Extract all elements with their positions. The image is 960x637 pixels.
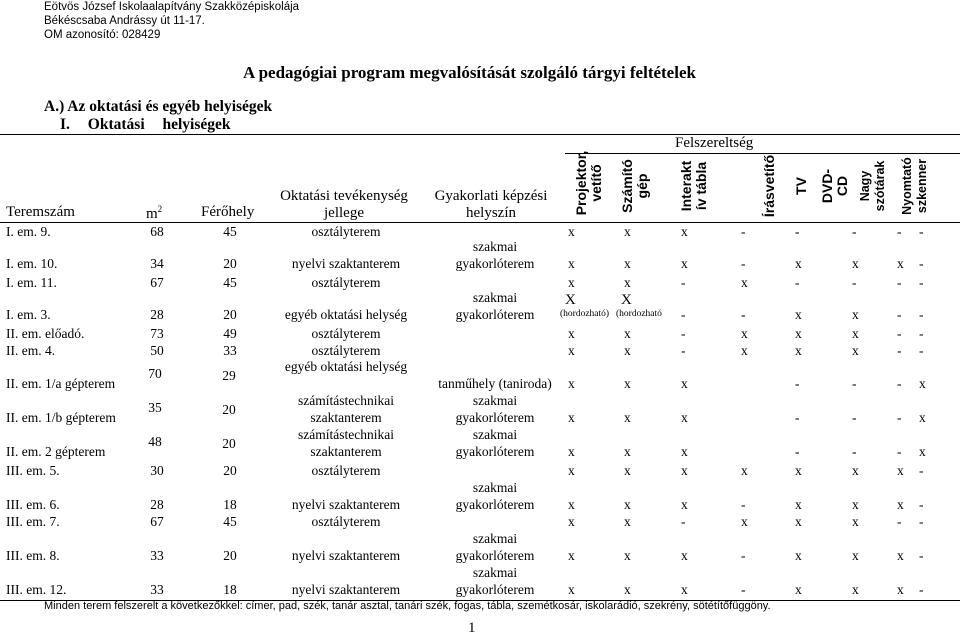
- footnote: Minden terem felszerelt a következőkkel: címer, pad, szék, tanár asztal, tanári szék, fogas, tábla, szemétkosár, iskolarádió, szekrény, sötétítőfüggöny.: [44, 600, 771, 612]
- cell-equipment: -: [741, 307, 746, 322]
- cell-equipment: -: [919, 326, 924, 341]
- page-number: 1: [468, 620, 476, 636]
- cell-area: 34: [150, 256, 164, 271]
- cell-area: 28: [150, 497, 164, 512]
- cell-equipment: x: [624, 582, 631, 597]
- equipment-dvd-cd-header: DVD- CD: [819, 168, 850, 204]
- cell-equipment: x: [681, 548, 688, 563]
- cell-capacity: 18: [223, 582, 237, 597]
- cell-equipment: x: [795, 497, 802, 512]
- cell-practical: gyakorlóterem: [455, 410, 535, 425]
- cell-equipment: x: [852, 343, 859, 358]
- divider-top: [0, 134, 960, 135]
- cell-equipment: -: [852, 410, 857, 425]
- cell-equipment: -: [852, 275, 857, 290]
- cell-equipment: x: [852, 582, 859, 597]
- cell-room: II. em. 4.: [6, 343, 56, 358]
- cell-equipment: -: [919, 582, 924, 597]
- cell-equipment: x: [795, 326, 802, 341]
- cell-activity: szaktanterem: [310, 410, 382, 425]
- cell-equipment: -: [919, 548, 924, 563]
- header-practical: Gyakorlati képzési helyszín: [434, 188, 548, 221]
- cell-equipment: x: [568, 376, 575, 391]
- cell-equipment: x: [741, 326, 748, 341]
- cell-equipment: x: [741, 343, 748, 358]
- cell-area: 67: [150, 514, 164, 529]
- cell-equipment: -: [681, 275, 686, 290]
- equipment-printer-scanner-header: Nyomtató szkenner: [900, 157, 929, 215]
- cell-practical: szakmai: [472, 531, 518, 546]
- cell-activity: számítástechnikai: [298, 427, 394, 442]
- section-i-heading: I. Oktatási helyiségek: [60, 116, 231, 133]
- cell-capacity: 20: [222, 436, 236, 451]
- cell-equipment: -: [795, 224, 800, 239]
- cell-equipment: -: [919, 307, 924, 322]
- cell-equipment: -: [681, 326, 686, 341]
- cell-equipment: x: [741, 463, 748, 478]
- cell-equipment: x: [624, 376, 631, 391]
- cell-activity: nyelvi szaktanterem: [291, 582, 401, 597]
- cell-equipment: -: [919, 497, 924, 512]
- cell-equipment: x: [741, 275, 748, 290]
- cell-equipment: x: [624, 463, 631, 478]
- cell-activity: osztályterem: [311, 326, 381, 341]
- cell-equipment-note: (hordozható: [616, 309, 662, 319]
- cell-equipment: x: [795, 463, 802, 478]
- cell-room: II. em. 1/b gépterem: [6, 410, 116, 425]
- cell-equipment: x: [897, 548, 904, 563]
- equipment-overhead-projector-header: Írásvetítő: [761, 154, 777, 218]
- cell-equipment: -: [897, 444, 902, 459]
- cell-equipment: x: [919, 376, 926, 391]
- cell-equipment: x: [852, 307, 859, 322]
- equipment-dictionaries-header: Nagy szótárak: [858, 160, 887, 212]
- cell-equipment: -: [919, 275, 924, 290]
- cell-capacity: 20: [223, 463, 237, 478]
- cell-practical: gyakorlóterem: [455, 307, 535, 322]
- cell-room: II. em. 1/a gépterem: [6, 376, 116, 391]
- cell-capacity: 33: [223, 343, 237, 358]
- cell-capacity: 45: [223, 275, 237, 290]
- cell-practical: gyakorlóterem: [455, 497, 535, 512]
- school-address: Békéscsaba Andrássy út 11-17.: [44, 15, 205, 27]
- cell-equipment: x: [681, 376, 688, 391]
- cell-equipment: x: [795, 343, 802, 358]
- cell-area: 73: [150, 326, 164, 341]
- cell-equipment: x: [624, 410, 631, 425]
- cell-room: I. em. 10.: [6, 256, 58, 271]
- cell-room: II. em. 2 gépterem: [6, 444, 106, 459]
- cell-equipment: x: [624, 256, 631, 271]
- cell-room: I. em. 11.: [6, 275, 57, 290]
- cell-equipment: x: [897, 497, 904, 512]
- cell-equipment: -: [897, 514, 902, 529]
- cell-equipment: -: [919, 224, 924, 239]
- cell-equipment: x: [624, 514, 631, 529]
- cell-equipment: -: [919, 514, 924, 529]
- cell-area: 50: [150, 343, 164, 358]
- cell-practical: tanműhely (taniroda): [438, 376, 552, 391]
- cell-equipment: x: [852, 548, 859, 563]
- cell-room: II. em. előadó.: [6, 326, 85, 341]
- cell-capacity: 45: [223, 224, 237, 239]
- cell-area: 35: [148, 400, 162, 415]
- cell-area: 30: [150, 463, 164, 478]
- cell-equipment: x: [568, 497, 575, 512]
- cell-activity: egyéb oktatási helység: [284, 307, 408, 322]
- cell-equipment: -: [795, 410, 800, 425]
- cell-practical: szakmai: [472, 565, 518, 580]
- cell-area: 33: [150, 582, 164, 597]
- cell-practical: szakmai: [472, 427, 518, 442]
- cell-equipment: -: [795, 444, 800, 459]
- cell-activity: osztályterem: [311, 514, 381, 529]
- cell-equipment: x: [624, 497, 631, 512]
- cell-equipment: x: [681, 224, 688, 239]
- cell-equipment: x: [852, 256, 859, 271]
- cell-equipment: -: [897, 376, 902, 391]
- cell-equipment: x: [795, 307, 802, 322]
- cell-equipment: -: [919, 463, 924, 478]
- cell-equipment: -: [897, 275, 902, 290]
- cell-equipment: x: [919, 410, 926, 425]
- cell-equipment: -: [897, 224, 902, 239]
- cell-equipment: x: [795, 582, 802, 597]
- cell-activity: nyelvi szaktanterem: [291, 497, 401, 512]
- cell-capacity: 49: [223, 326, 237, 341]
- cell-equipment: x: [741, 514, 748, 529]
- cell-equipment: x: [681, 463, 688, 478]
- cell-room: III. em. 5.: [6, 463, 60, 478]
- equipment-tv-header: TV: [793, 177, 809, 195]
- equipment-computer-header: Számító gép: [619, 159, 650, 213]
- cell-room: III. em. 8.: [6, 548, 60, 563]
- cell-equipment: x: [795, 514, 802, 529]
- cell-equipment: x: [568, 514, 575, 529]
- cell-activity: nyelvi szaktanterem: [291, 548, 401, 563]
- cell-equipment: x: [568, 582, 575, 597]
- header-area: $m^2$: [146, 204, 163, 222]
- cell-activity: osztályterem: [311, 463, 381, 478]
- cell-activity: egyéb oktatási helység: [284, 359, 408, 374]
- cell-equipment: -: [741, 224, 746, 239]
- cell-capacity: 18: [223, 497, 237, 512]
- cell-equipment: x: [919, 444, 926, 459]
- cell-room: III. em. 12.: [6, 582, 67, 597]
- cell-equipment: x: [624, 224, 631, 239]
- cell-equipment: -: [897, 343, 902, 358]
- equipment-interactive-board-header: Interakt ív tábla: [678, 160, 709, 212]
- cell-equipment: -: [897, 307, 902, 322]
- cell-practical: szakmai: [472, 393, 518, 408]
- cell-equipment: x: [681, 582, 688, 597]
- equipment-projector-header: Projektor, vetítő: [573, 150, 604, 216]
- cell-practical: gyakorlóterem: [455, 444, 535, 459]
- cell-practical: gyakorlóterem: [455, 582, 535, 597]
- cell-equipment: x: [852, 497, 859, 512]
- cell-capacity: 20: [223, 548, 237, 563]
- cell-equipment: X: [621, 292, 632, 308]
- cell-room: III. em. 6.: [6, 497, 60, 512]
- cell-practical: szakmai: [472, 239, 518, 254]
- cell-capacity: 20: [223, 256, 237, 271]
- cell-room: III. em. 7.: [6, 514, 60, 529]
- cell-equipment: x: [897, 463, 904, 478]
- cell-activity: osztályterem: [311, 343, 381, 358]
- cell-equipment: -: [852, 444, 857, 459]
- cell-equipment: x: [852, 463, 859, 478]
- cell-equipment: x: [624, 275, 631, 290]
- cell-equipment: -: [852, 376, 857, 391]
- cell-equipment-note: (hordozható): [560, 309, 610, 319]
- cell-practical: gyakorlóterem: [455, 548, 535, 563]
- cell-equipment: x: [624, 548, 631, 563]
- cell-equipment: x: [624, 343, 631, 358]
- cell-activity: szaktanterem: [310, 444, 382, 459]
- cell-capacity: 29: [222, 368, 236, 383]
- cell-activity: nyelvi szaktanterem: [291, 256, 401, 271]
- cell-equipment: x: [897, 256, 904, 271]
- school-om-id: OM azonosító: 028429: [44, 29, 161, 41]
- cell-area: 70: [148, 366, 162, 381]
- cell-equipment: x: [568, 343, 575, 358]
- header-room: Teremszám: [6, 204, 75, 220]
- cell-equipment: -: [741, 497, 746, 512]
- header-capacity: Férőhely: [201, 204, 255, 220]
- cell-room: I. em. 3.: [6, 307, 51, 322]
- cell-equipment: -: [795, 376, 800, 391]
- cell-equipment: -: [852, 224, 857, 239]
- cell-equipment: x: [568, 444, 575, 459]
- cell-equipment: -: [795, 275, 800, 290]
- cell-equipment: x: [681, 410, 688, 425]
- cell-practical: gyakorlóterem: [455, 256, 535, 271]
- cell-capacity: 45: [223, 514, 237, 529]
- school-name: Eötvös József Iskolaalapítvány Szakközépiskolája: [44, 1, 300, 13]
- cell-equipment: -: [681, 307, 686, 322]
- cell-equipment: x: [568, 463, 575, 478]
- cell-area: 48: [148, 434, 162, 449]
- cell-equipment: x: [852, 326, 859, 341]
- cell-equipment: -: [919, 256, 924, 271]
- cell-activity: osztályterem: [311, 275, 381, 290]
- cell-activity: számítástechnikai: [298, 393, 394, 408]
- cell-area: 33: [150, 548, 164, 563]
- cell-equipment: -: [919, 343, 924, 358]
- cell-equipment: x: [681, 256, 688, 271]
- cell-practical: szakmai: [472, 480, 518, 495]
- cell-equipment: x: [624, 444, 631, 459]
- cell-equipment: x: [624, 326, 631, 341]
- divider-header: [0, 222, 960, 223]
- cell-equipment: x: [852, 514, 859, 529]
- cell-activity: osztályterem: [311, 224, 381, 239]
- cell-equipment: -: [897, 410, 902, 425]
- cell-equipment: -: [741, 256, 746, 271]
- cell-equipment: x: [568, 256, 575, 271]
- cell-equipment: x: [681, 444, 688, 459]
- cell-area: 28: [150, 307, 164, 322]
- cell-equipment: -: [897, 326, 902, 341]
- cell-capacity: 20: [222, 402, 236, 417]
- cell-equipment: X: [565, 292, 576, 308]
- equipment-group-header: Felszereltség: [675, 135, 754, 151]
- cell-equipment: x: [568, 275, 575, 290]
- cell-equipment: x: [681, 497, 688, 512]
- cell-equipment: x: [568, 224, 575, 239]
- cell-capacity: 20: [223, 307, 237, 322]
- section-a-heading: A.) Az oktatási és egyéb helyiségek: [44, 98, 273, 115]
- page-title: A pedagógiai program megvalósítását szolgáló tárgyi feltételek: [243, 63, 696, 82]
- cell-equipment: -: [741, 582, 746, 597]
- cell-equipment: -: [681, 343, 686, 358]
- cell-practical: szakmai: [472, 290, 518, 305]
- header-activity: Oktatási tevékenység jellege: [280, 188, 408, 221]
- cell-area: 68: [150, 224, 164, 239]
- cell-equipment: -: [741, 548, 746, 563]
- cell-equipment: x: [897, 582, 904, 597]
- cell-equipment: -: [681, 514, 686, 529]
- cell-equipment: x: [568, 548, 575, 563]
- cell-room: I. em. 9.: [6, 224, 51, 239]
- cell-area: 67: [150, 275, 164, 290]
- cell-equipment: x: [795, 548, 802, 563]
- cell-equipment: x: [568, 410, 575, 425]
- cell-equipment: x: [568, 326, 575, 341]
- cell-equipment: x: [795, 256, 802, 271]
